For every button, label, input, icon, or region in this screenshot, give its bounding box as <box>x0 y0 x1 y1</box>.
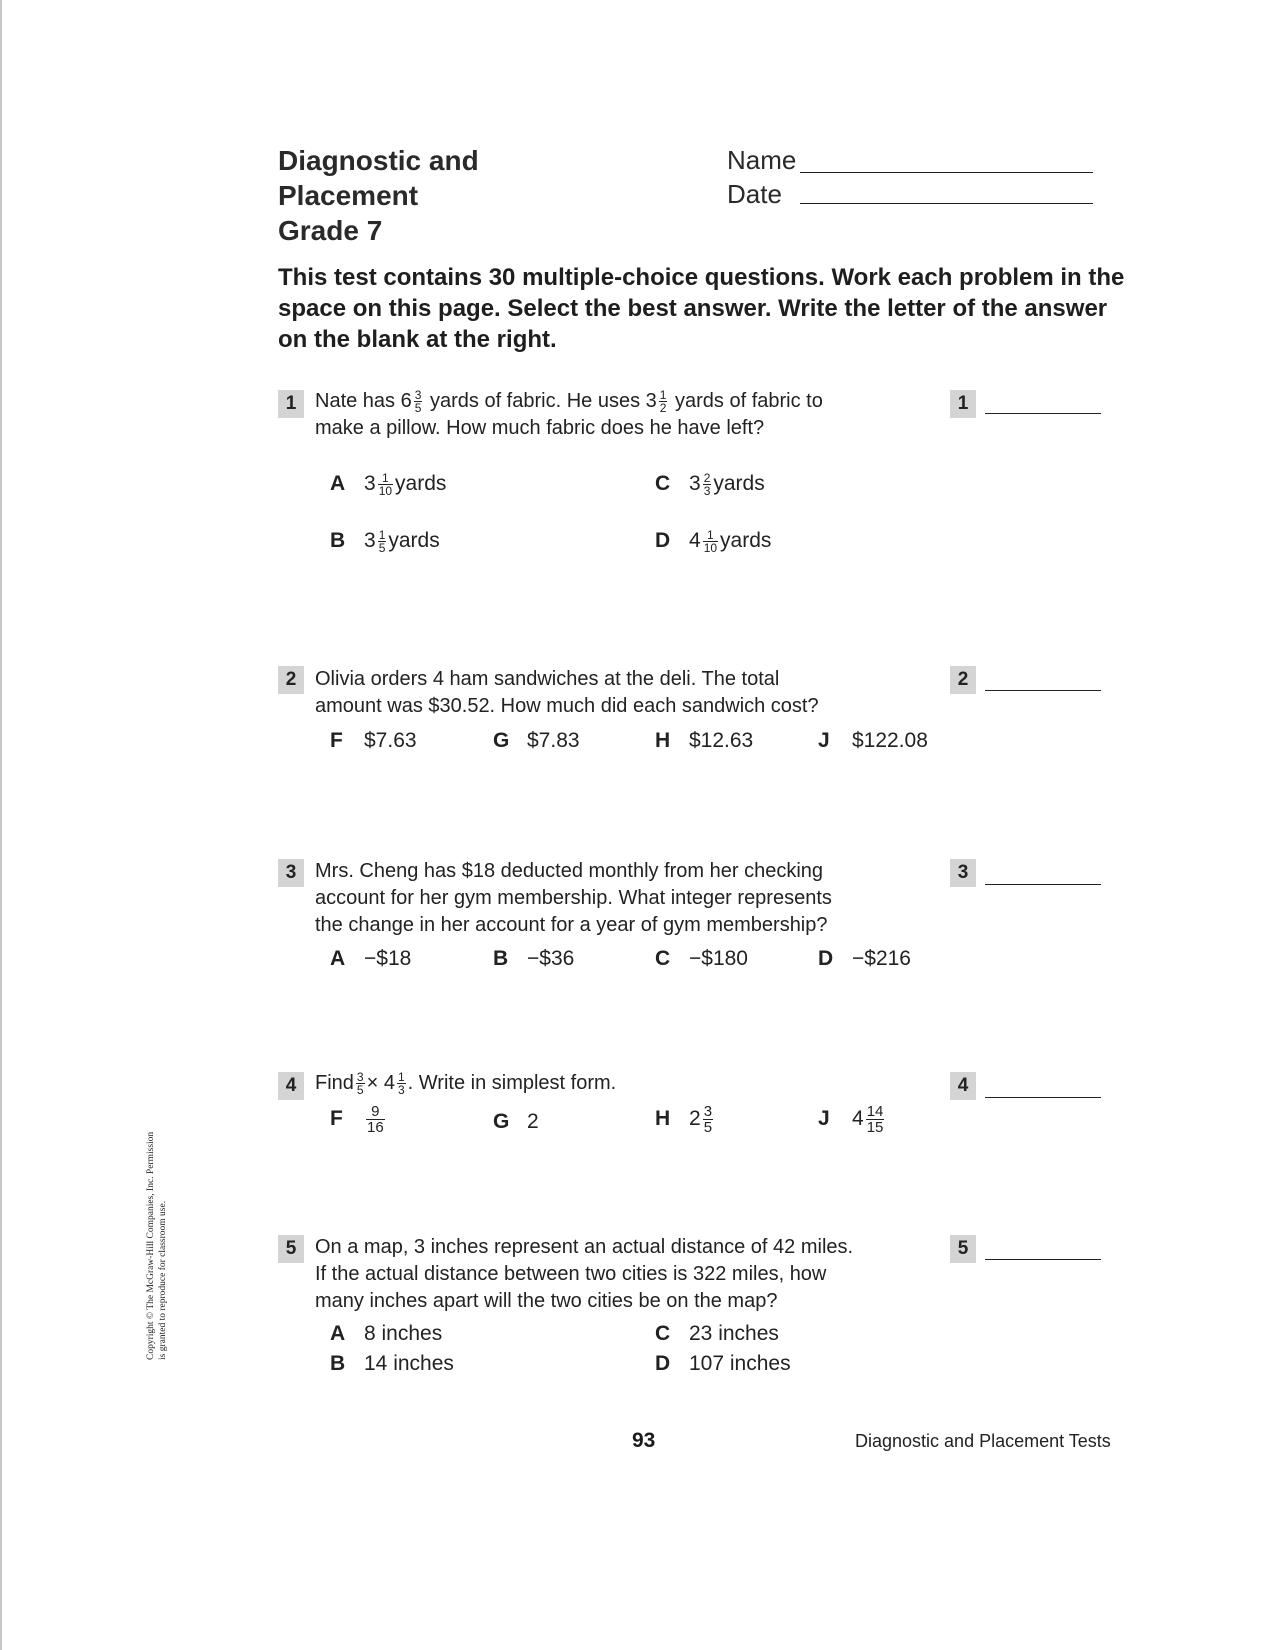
q5-option-d[interactable]: D 107 inches <box>655 1352 791 1375</box>
q4-option-h[interactable]: H 2 $\frac{3}{5}$ <box>655 1103 713 1136</box>
q2-option-j[interactable]: J $122.08 <box>818 729 928 752</box>
q5-option-a[interactable]: A 8 inches <box>330 1322 443 1345</box>
q5-option-b[interactable]: B 14 inches <box>330 1352 454 1375</box>
fraction: $\frac{14}{15}$ <box>866 1103 884 1136</box>
answer-number-1: 1 <box>950 390 976 418</box>
title-line-1: Diagnostic and <box>278 145 479 176</box>
answer-blank-5[interactable] <box>985 1259 1101 1260</box>
q5-option-c[interactable]: C 23 inches <box>655 1322 779 1345</box>
answer-number-3: 3 <box>950 859 976 887</box>
fraction: $\frac{1}{3}$ <box>397 1070 405 1098</box>
fraction: $\frac{3}{5}$ <box>414 388 422 416</box>
q1-option-a[interactable]: A 3 $\frac{1}{10}$ yards <box>330 471 447 498</box>
fraction: $\frac{9}{16}$ <box>367 1103 384 1136</box>
fraction: $\frac{1}{2}$ <box>659 388 667 416</box>
answer-blank-2[interactable] <box>985 690 1101 691</box>
instructions: This test contains 30 multiple-choice questions. Work each problem in the space on this page. Select the best answer. Write the letter of the answer on the blank at the right. <box>278 264 1125 353</box>
q3-option-b[interactable]: B −$36 <box>493 947 575 970</box>
question-number: 5 <box>278 1235 304 1263</box>
q1-option-d[interactable]: D 4 $\frac{1}{10}$ yards <box>655 528 772 555</box>
question-2 <box>278 666 304 694</box>
fraction: $\frac{1}{10}$ <box>378 471 393 498</box>
fraction: $\frac{2}{3}$ <box>703 471 711 498</box>
date-field[interactable] <box>800 203 1093 204</box>
question-3 <box>278 859 304 887</box>
question-number: 4 <box>278 1072 304 1100</box>
question-3-text: Mrs. Cheng has $18 deducted monthly from her checking account for her gym membership. What integer represents the change in her account for a year of gym membership? <box>315 860 832 936</box>
q1-option-c[interactable]: C 3 $\frac{2}{3}$ yards <box>655 471 765 498</box>
question-4 <box>278 1072 304 1100</box>
q4-option-g[interactable]: G 2 <box>493 1110 539 1133</box>
q3-option-d[interactable]: D −$216 <box>818 947 911 970</box>
fraction: $\frac{1}{5}$ <box>378 528 386 555</box>
answer-blank-3[interactable] <box>985 884 1101 885</box>
answer-number-2: 2 <box>950 666 976 694</box>
answer-blank-4[interactable] <box>985 1097 1101 1098</box>
q3-option-a[interactable]: A −$18 <box>330 947 412 970</box>
q2-option-h[interactable]: H $12.63 <box>655 729 754 752</box>
copyright-notice: Copyright © The McGraw-Hill Companies, Inc. Permission is granted to reproduce for classroom use. <box>146 1131 168 1360</box>
question-5-text: On a map, 3 inches represent an actual distance of 42 miles. If the actual distance between two cities is 322 miles, how many inches apart will the two cities be on the map? <box>315 1236 854 1312</box>
answer-number-5: 5 <box>950 1235 976 1263</box>
q1-option-b[interactable]: B 3 $\frac{1}{5}$ yards <box>330 528 440 555</box>
q3-option-c[interactable]: C −$180 <box>655 947 748 970</box>
question-number: 1 <box>278 390 304 418</box>
page-number: 93 <box>632 1429 656 1452</box>
date-label: Date <box>727 179 782 209</box>
test-title <box>278 143 479 248</box>
fraction: $\frac{3}{5}$ <box>356 1070 364 1098</box>
name-field[interactable] <box>800 172 1093 173</box>
fraction: $\frac{1}{10}$ <box>703 528 718 555</box>
answer-blank-1[interactable] <box>985 413 1101 414</box>
question-1-text: Nate has 6 $\frac{3}{5}$ yards of fabric. He uses 3 $\frac{1}{2}$ yards of fabric to make a pillow. How much fabric does he have left? <box>315 388 823 439</box>
page-edge <box>0 0 2 1650</box>
name-label: Name <box>727 145 797 175</box>
question-number: 3 <box>278 859 304 887</box>
title-line-2: Placement <box>278 180 419 211</box>
question-4-text: Find $\frac{3}{5}$ × 4 $\frac{1}{3}$ . Write in simplest form. <box>315 1070 617 1098</box>
question-2-text: Olivia orders 4 ham sandwiches at the deli. The total amount was $30.52. How much did each sandwich cost? <box>315 668 819 717</box>
q2-option-g[interactable]: G $7.83 <box>493 729 580 752</box>
footer-title: Diagnostic and Placement Tests <box>855 1431 1111 1451</box>
fraction: $\frac{3}{5}$ <box>703 1103 713 1136</box>
question-number: 2 <box>278 666 304 694</box>
question-5 <box>278 1235 304 1263</box>
q4-option-j[interactable]: J 4 $\frac{14}{15}$ <box>818 1103 884 1136</box>
q2-option-f[interactable]: F $7.63 <box>330 729 417 752</box>
q4-option-f[interactable]: F $\frac{9}{16}$ <box>330 1103 384 1136</box>
answer-number-4: 4 <box>950 1072 976 1100</box>
question-1 <box>278 390 304 418</box>
title-line-3: Grade 7 <box>278 215 383 246</box>
